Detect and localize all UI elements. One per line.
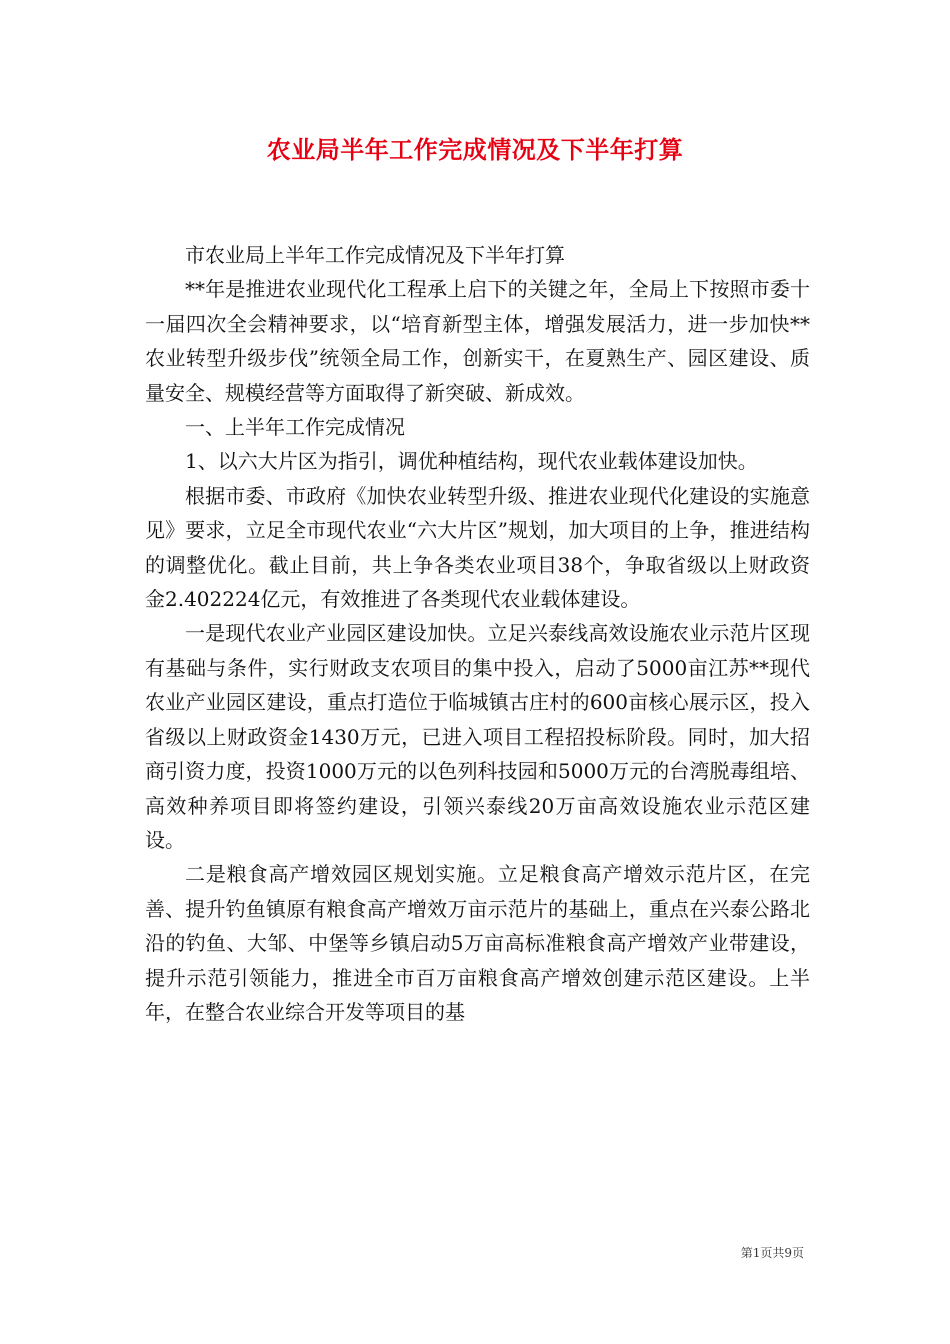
paragraph: 一是现代农业产业园区建设加快。立足兴泰线高效设施农业示范片区现有基础与条件，实行财政支农项目的集中投入，启动了5000亩江苏**现代农业产业园区建设，重点打造位于临城镇古庄村的600亩核心展示区，投入省级以上财政资金1430万元，已进入项目工程招投标阶段。同时，加大招商引资力度，投资1000万元的以色列科技园和5000万元的台湾脱毒组培、高效种养项目即将签约建设，引领兴泰线20万亩高效设施农业示范区建设。 [145, 621, 810, 852]
paragraph: 根据市委、市政府《加快农业转型升级、推进农业现代化建设的实施意见》要求，立足全市现代农业“六大片区”规划，加大项目的上争，推进结构的调整优化。截止目前，共上争各类农业项目38个，争取省级以上财政资金2.402224亿元，有效推进了各类现代农业载体建设。 [145, 483, 810, 612]
document-body [145, 238, 810, 1029]
subsection-heading: 1、以六大片区为指引，调优种植结构，现代农业载体建设加快。 [185, 449, 758, 474]
paragraph: 二是粮食高产增效园区规划实施。立足粮食高产增效示范片区，在完善、提升钓鱼镇原有粮食高产增效万亩示范片的基础上，重点在兴泰公路北沿的钓鱼、大邹、中堡等乡镇启动5万亩高标准粮食高产增效产业带建设，提升示范引领能力，推进全市百万亩粮食高产增效创建示范区建设。上半年，在整合农业综合开发等项目的基 [145, 862, 810, 1024]
paragraph-subtitle: 市农业局上半年工作完成情况及下半年打算 [185, 243, 565, 267]
paragraph-intro: **年是推进农业现代化工程承上启下的关键之年，全局上下按照市委十一届四次全会精神要求，以“培育新型主体，增强发展活力，进一步加快**农业转型升级步伐”统领全局工作，创新实干，在夏熟生产、园区建设、质量安全、规模经营等方面取得了新突破、新成效。 [145, 277, 810, 405]
page-number: 第1页共9页 [740, 1246, 804, 1260]
document-title: 农业局半年工作完成情况及下半年打算 [266, 135, 684, 164]
section-heading: 一、上半年工作完成情况 [185, 415, 405, 440]
